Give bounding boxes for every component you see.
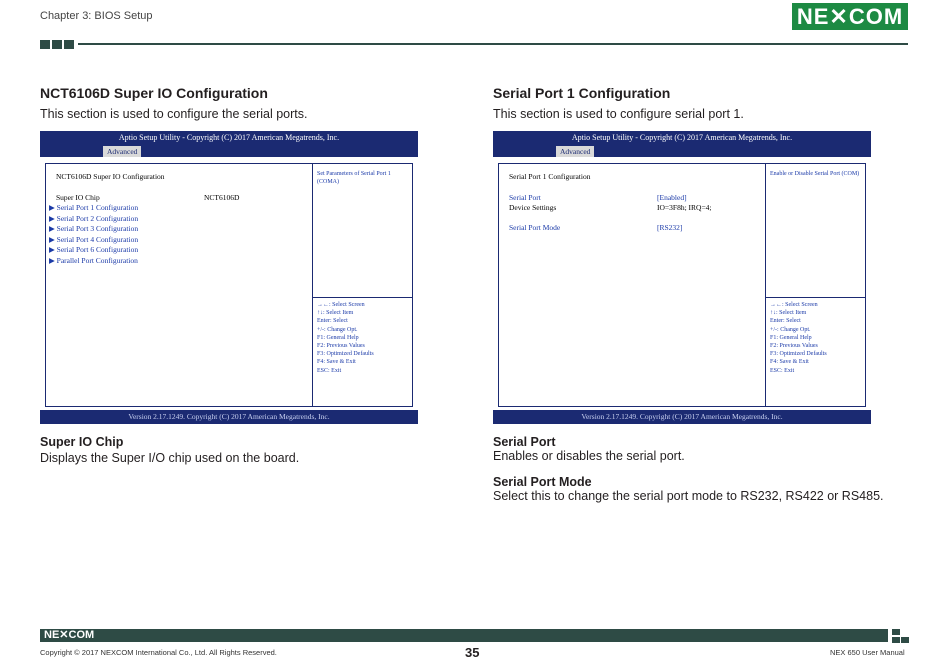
desc-title-serial-port-mode: Serial Port Mode: [493, 475, 592, 489]
menu-serial-port-3[interactable]: ▶ Serial Port 3 Configuration: [49, 224, 139, 233]
footer-bar: [40, 629, 888, 642]
key-legend-item: Enter: Select: [770, 318, 801, 325]
menu-serial-port-2[interactable]: ▶ Serial Port 2 Configuration: [49, 213, 139, 223]
bios-screen-super-io: [40, 131, 418, 424]
menu-parallel-port[interactable]: ▶ Parallel Port Configuration: [49, 255, 138, 265]
super-io-chip-value: NCT6106D: [204, 193, 240, 202]
bios-top-bar: Aptio Setup Utility - Copyright (C) 2017 American Megatrends, Inc.: [493, 131, 871, 145]
key-legend-item: F3: Optimized Defaults: [770, 351, 827, 358]
chapter-title: Chapter 3: BIOS Setup: [40, 10, 153, 22]
key-legend-item: F2: Previous Values: [317, 343, 365, 350]
desc-text-super-io-chip: Displays the Super I/O chip used on the board.: [40, 451, 300, 465]
bios-help-panel: [765, 163, 866, 407]
menu-serial-port-6[interactable]: ▶ Serial Port 6 Configuration: [49, 245, 139, 254]
bios-top-bar: Aptio Setup Utility - Copyright (C) 2017 American Megatrends, Inc.: [40, 131, 418, 145]
key-legend-item: +/-: Change Opt.: [317, 326, 358, 333]
footer-manual-name: NEX 650 User Manual: [830, 648, 905, 657]
key-legend-item: ↑↓: Select Item: [317, 310, 354, 317]
desc-title-serial-port: Serial Port: [493, 435, 556, 449]
key-legend-item: →←: Select Screen: [317, 302, 365, 308]
footer-logo: NE✕COM: [44, 629, 95, 641]
super-io-chip-label: Super IO Chip: [56, 193, 100, 202]
left-section-title: NCT6106D Super IO Configuration: [40, 85, 268, 101]
key-legend-item: ESC: Exit: [770, 367, 795, 374]
bios-help-panel: [312, 163, 413, 407]
serial-port-mode-value[interactable]: [RS232]: [657, 223, 683, 232]
bios-tab-row: [40, 145, 418, 157]
key-legend-item: Enter: Select: [317, 318, 348, 325]
bios-bottom-bar: Version 2.17.1249. Copyright (C) 2017 American Megatrends, Inc.: [40, 410, 418, 424]
device-settings-value: IO=3F8h; IRQ=4;: [657, 203, 712, 212]
bios-bottom-bar: Version 2.17.1249. Copyright (C) 2017 American Megatrends, Inc.: [493, 410, 871, 424]
device-settings-label: Device Settings: [509, 203, 557, 212]
footer-square: [901, 637, 909, 643]
key-legend-item: F4: Save & Exit: [317, 359, 356, 366]
serial-port-label[interactable]: Serial Port: [509, 193, 541, 202]
serial-port-mode-label[interactable]: Serial Port Mode: [509, 223, 561, 232]
bios-main-panel: [45, 163, 313, 407]
tab-advanced[interactable]: Advanced: [556, 146, 594, 157]
left-section-subtitle: This section is used to configure the serial ports.: [40, 107, 308, 121]
menu-serial-port-4[interactable]: ▶ Serial Port 4 Configuration: [49, 234, 139, 244]
footer-copyright: Copyright © 2017 NEXCOM International Co., Ltd. All Rights Reserved.: [40, 648, 277, 657]
footer-square: [892, 637, 900, 643]
serial-port-value[interactable]: [Enabled]: [657, 193, 687, 202]
header-squares: [40, 40, 74, 49]
key-legend: [317, 301, 374, 375]
help-text: Set Parameters of Serial Port 1 (COMA): [317, 171, 391, 185]
bios-heading: Serial Port 1 Configuration: [509, 172, 591, 181]
desc-text-serial-port-mode: Select this to change the serial port mode to RS232, RS422 or RS485.: [493, 489, 884, 503]
help-text: Enable or Disable Serial Port (COM): [770, 171, 860, 177]
bios-heading: NCT6106D Super IO Configuration: [56, 172, 165, 181]
help-divider: [766, 297, 865, 298]
bios-tab-row: [493, 145, 871, 157]
page-number: 35: [465, 645, 480, 660]
key-legend-item: F3: Optimized Defaults: [317, 351, 374, 358]
bios-screen-serial-port-1: [493, 131, 871, 424]
logo-text: NE✕COM: [796, 3, 904, 29]
key-legend-item: F1: General Help: [770, 334, 812, 341]
footer-square: [892, 629, 900, 635]
menu-serial-port-1[interactable]: ▶ Serial Port 1 Configuration: [49, 203, 139, 212]
key-legend-item: F4: Save & Exit: [770, 359, 809, 366]
key-legend-item: +/-: Change Opt.: [770, 326, 811, 333]
key-legend-item: ESC: Exit: [317, 367, 342, 374]
right-section-subtitle: This section is used to configure serial port 1.: [493, 107, 744, 121]
bios-main-panel: [498, 163, 766, 407]
key-legend-item: F2: Previous Values: [770, 343, 818, 350]
help-divider: [313, 297, 412, 298]
key-legend: [770, 301, 827, 375]
desc-title-super-io-chip: Super IO Chip: [40, 435, 124, 449]
nexcom-logo: [792, 3, 908, 30]
right-section-title: Serial Port 1 Configuration: [493, 85, 671, 101]
key-legend-item: ↑↓: Select Item: [770, 310, 807, 317]
key-legend-item: →←: Select Screen: [770, 302, 818, 308]
key-legend-item: F1: General Help: [317, 334, 359, 341]
tab-advanced[interactable]: Advanced: [103, 146, 141, 157]
header-rule: [78, 43, 908, 45]
desc-text-serial-port: Enables or disables the serial port.: [493, 449, 685, 463]
